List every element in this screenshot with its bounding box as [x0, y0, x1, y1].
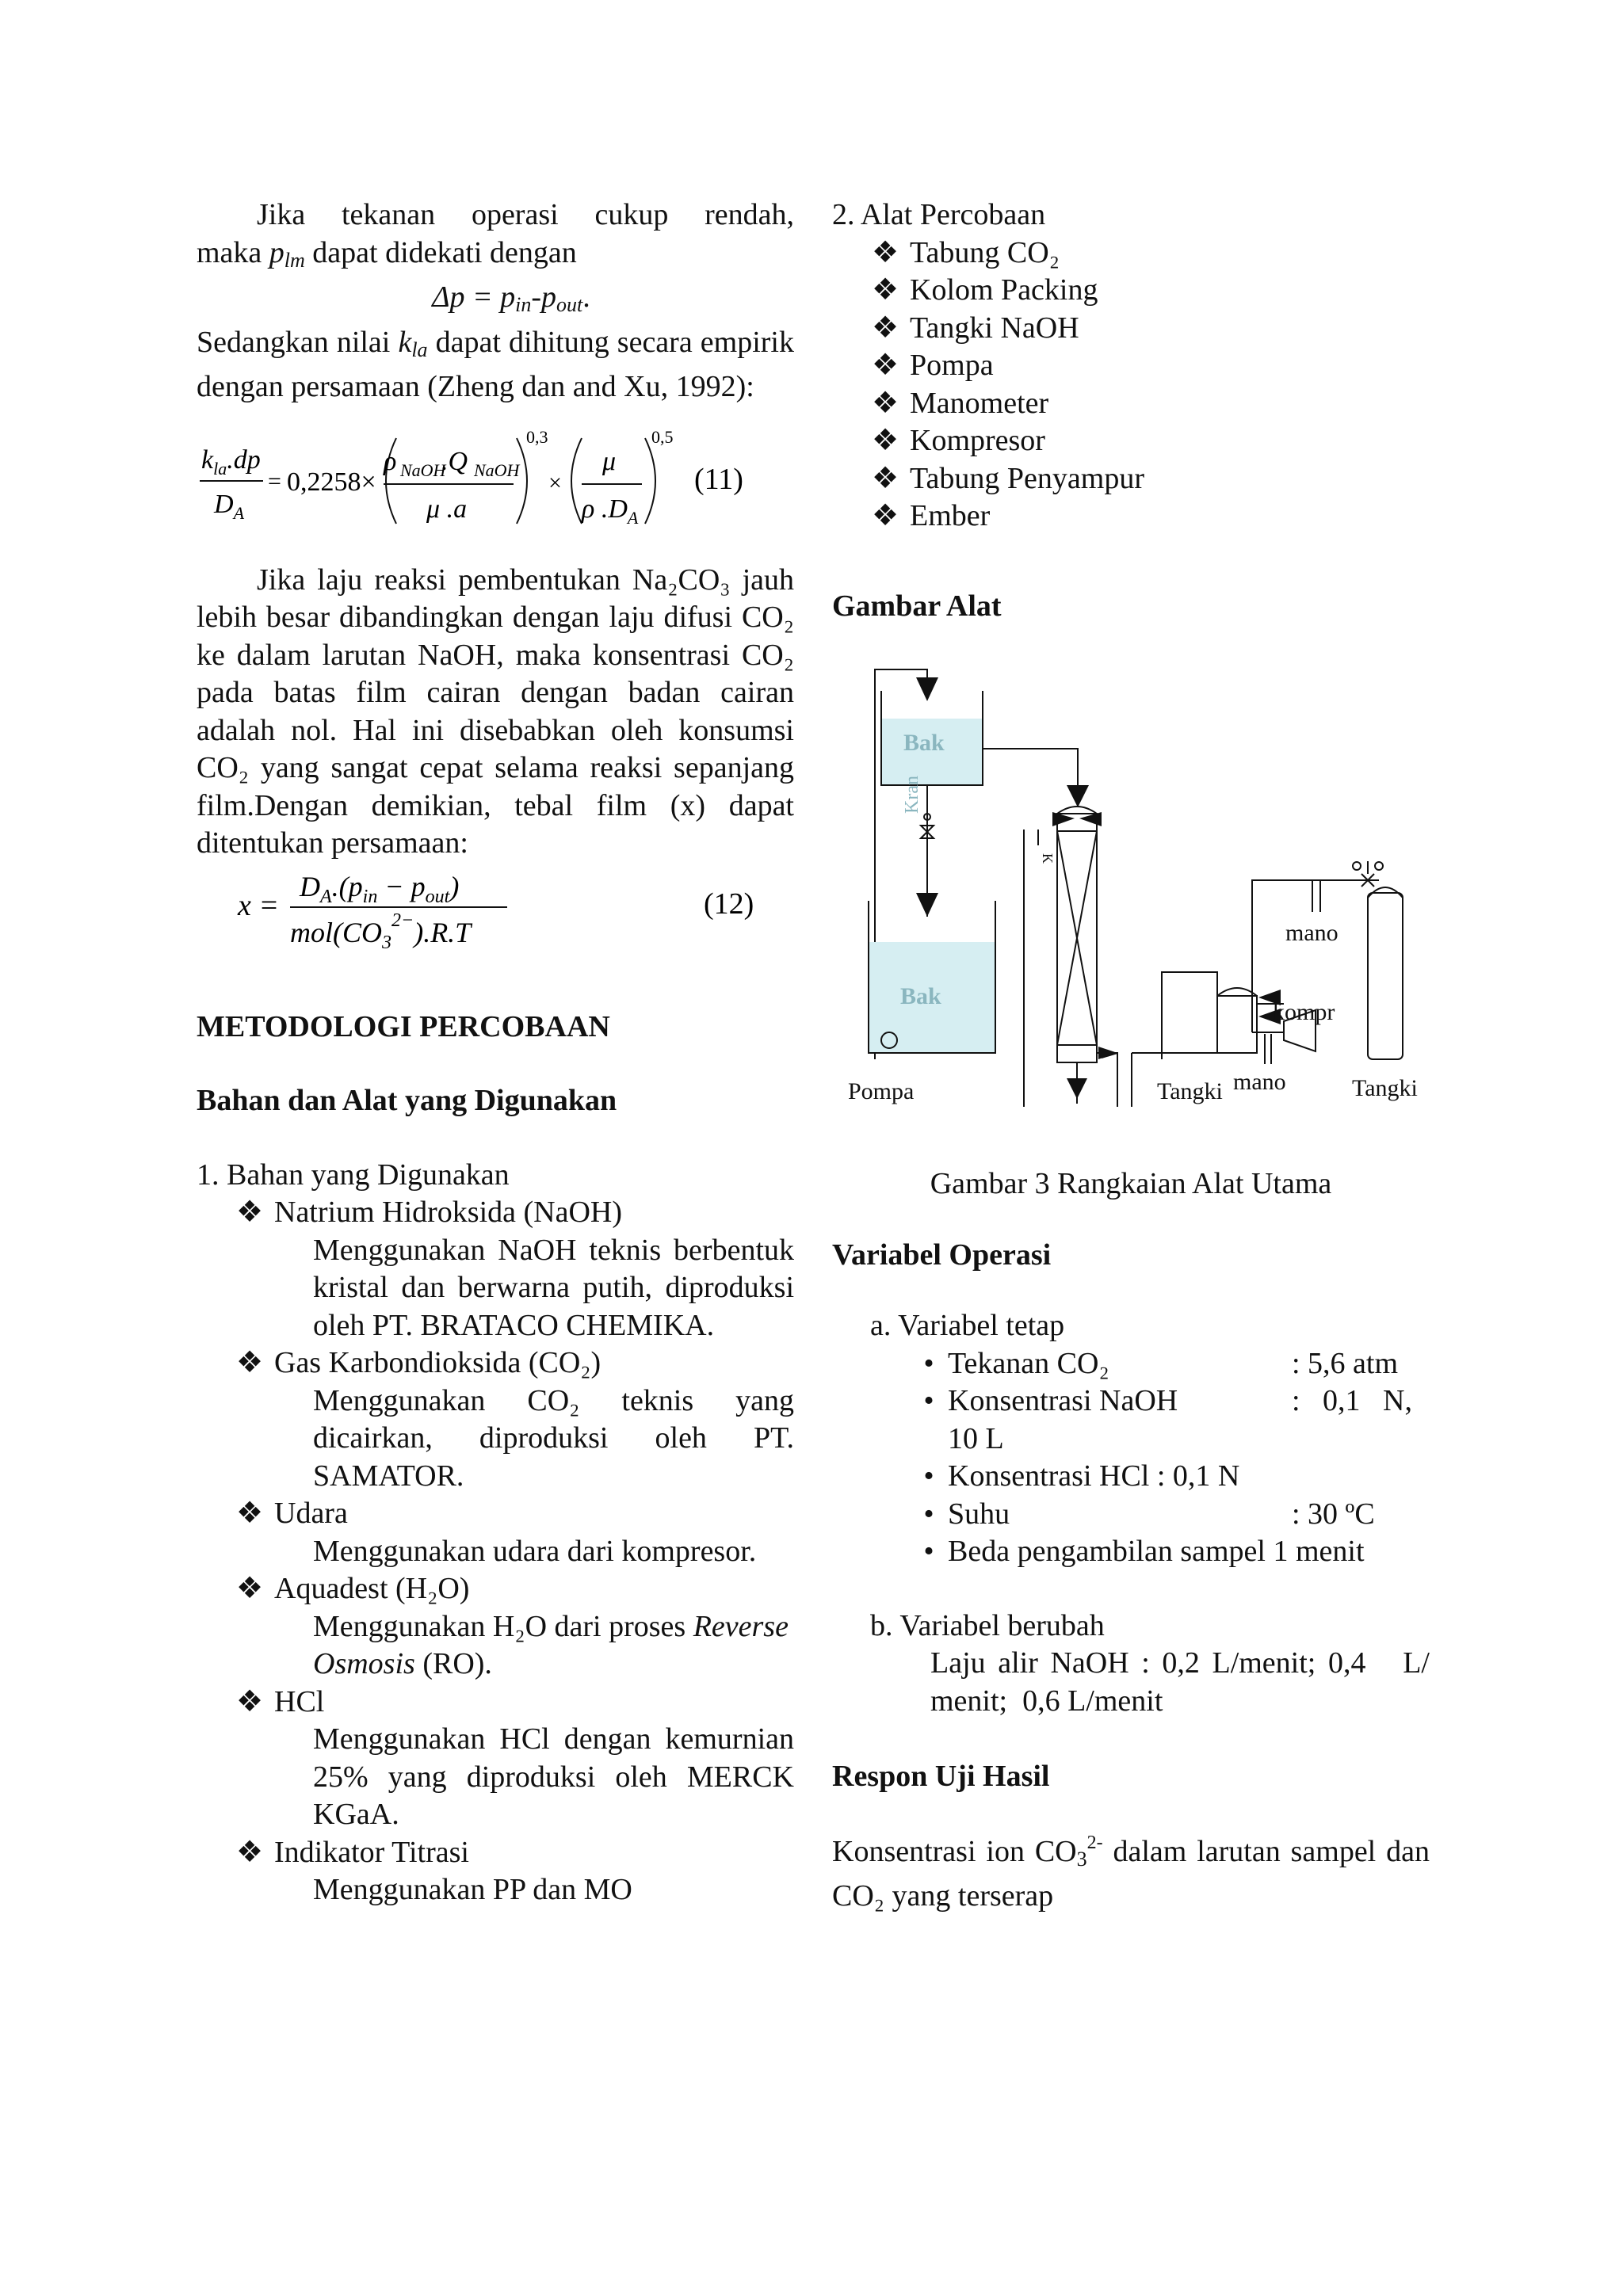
- arrow-left-icon: [1098, 1047, 1117, 1059]
- eq-text: Δp = p: [432, 280, 516, 314]
- eq11-t2-num: μ: [602, 446, 617, 476]
- arrow-down-icon: [916, 893, 938, 917]
- variabel-tetap-label: a. Variabel tetap: [870, 1309, 1065, 1342]
- item-label: Tabung Penyampur: [910, 461, 1145, 495]
- diamond-bullet-icon: ❖: [872, 349, 899, 382]
- item-title: Udara: [274, 1497, 348, 1530]
- eq-text: .: [582, 280, 590, 314]
- item-title: HCl: [274, 1684, 325, 1718]
- process-diagram: [832, 663, 1430, 1107]
- eq11-paren-close-2: [645, 438, 655, 524]
- list-item: [872, 460, 1430, 498]
- item-title: Gas Karbondioksida (CO₂): [274, 1346, 601, 1379]
- respon-text: [832, 1825, 1430, 1916]
- list-title: 1. Bahan yang Digunakan: [197, 1158, 510, 1192]
- eq-text: -p: [531, 280, 557, 314]
- eq11-t1-den: μ .a: [426, 494, 468, 524]
- alat-list: [872, 235, 1430, 536]
- material-list: [236, 1194, 794, 1909]
- arrow-down-icon: [1067, 785, 1089, 807]
- eq11-exp1: 0,3: [526, 426, 548, 447]
- diamond-bullet-icon: ❖: [236, 1835, 264, 1869]
- item-desc: Menggunakan CO₂ teknis yang dicairkan, diproduksi oleh PT. SAMATOR.: [313, 1383, 794, 1493]
- text: Sedangkan nilai: [197, 325, 399, 359]
- label-bak-top: Bak: [903, 730, 945, 756]
- paragraph-kla: [197, 324, 794, 406]
- label-kolom: K: [1040, 853, 1056, 864]
- eq11-exp2: 0,5: [651, 426, 674, 447]
- list-item: [872, 272, 1430, 310]
- item-label: Tekanan CO₂: [948, 1346, 1109, 1380]
- label-mano-1: mano: [1233, 1069, 1286, 1095]
- eq11-t2-den: ρ $.D_A$: [582, 494, 639, 528]
- gauge-icon: [1353, 862, 1361, 870]
- tangki-mix: [1217, 996, 1257, 1053]
- item-label: Kompresor: [910, 424, 1045, 457]
- variabel-berubah-text: Laju alir NaOH : 0,2 L/menit; 0,4 L/ menit; 0,6 L/menit: [930, 1646, 1438, 1718]
- label-pompa: Pompa: [848, 1078, 915, 1104]
- label-mano-2: mano: [1285, 920, 1338, 946]
- diamond-bullet-icon: ❖: [236, 1497, 264, 1530]
- var-k: k: [398, 325, 412, 359]
- sub: 3: [1076, 1847, 1087, 1871]
- item-value: : 0,1 N,: [1292, 1384, 1412, 1417]
- list-item: [872, 422, 1430, 460]
- manometer: [1312, 880, 1320, 912]
- list-item: [910, 1383, 1430, 1421]
- equation-12-svg: [197, 863, 794, 956]
- list-item: [910, 1533, 1430, 1571]
- item-desc: Menggunakan PP dan MO: [313, 1873, 632, 1906]
- eq11-sub: NaOH: [474, 460, 520, 480]
- eq12-num: $D_A.(p_{in} - p_{out})$: [300, 870, 460, 907]
- item-label: Beda pengambilan sampel 1 menit: [948, 1535, 1365, 1568]
- diamond-bullet-icon: ❖: [872, 311, 899, 345]
- equation-dp: [197, 279, 794, 324]
- item-title: Natrium Hidroksida (NaOH): [274, 1196, 623, 1229]
- list-item: [236, 1344, 794, 1383]
- pipe: [1097, 1053, 1132, 1107]
- text: Jika tekanan operasi cukup rendah,: [257, 198, 794, 231]
- text: dalam larutan sampel dan CO₂ yang terserap: [832, 1834, 1430, 1913]
- pipe: [983, 749, 1078, 790]
- item-label: Tabung CO₂: [910, 235, 1060, 269]
- list-item: [236, 1834, 794, 1872]
- eq11-sub: NaOH: [400, 460, 446, 480]
- eq11-coef: 0,2258×: [287, 467, 376, 497]
- arrow-down-icon: [916, 677, 938, 701]
- eq12-lhs: x =: [238, 888, 280, 922]
- eq11-paren-open-2: [571, 438, 582, 524]
- text: Menggunakan H₂O dari proses: [313, 1609, 693, 1643]
- item-label: Konsentrasi HCl : 0,1 N: [948, 1459, 1240, 1493]
- equation-11-svg: [197, 413, 794, 540]
- label-tangki-2: Tangki: [1352, 1075, 1418, 1101]
- text: dapat dihitung secara empirik dengan persamaan (Zheng dan and Xu, 1992):: [197, 325, 794, 403]
- bullet-icon: •: [923, 1384, 934, 1417]
- eq11-number: (11): [694, 462, 743, 496]
- item-desc: Menggunakan udara dari kompresor.: [313, 1534, 757, 1568]
- list-item: [236, 1684, 794, 1722]
- list-item: [872, 385, 1430, 423]
- diamond-bullet-icon: ❖: [872, 424, 899, 457]
- var-p: p: [269, 235, 285, 269]
- diamond-bullet-icon: ❖: [236, 1346, 264, 1379]
- list-item: [236, 1570, 794, 1608]
- item-desc: [313, 1608, 794, 1684]
- alat-title: 2. Alat Percobaan: [832, 198, 1046, 231]
- eq12-den: $mol(CO_3^{2-}).R.T$: [290, 910, 472, 953]
- eq12-number: (12): [704, 887, 754, 921]
- tangki-cap: [1217, 988, 1257, 996]
- item-label: Tangki NaOH: [910, 311, 1079, 345]
- item-value: : 5,6 atm: [1292, 1346, 1399, 1380]
- item-label: Kolom Packing: [910, 273, 1098, 307]
- list-item: [872, 235, 1430, 273]
- variabel-heading: Variabel Operasi: [832, 1238, 1052, 1272]
- arrow-down-icon: [1067, 1078, 1087, 1099]
- item-desc: Menggunakan HCl dengan kemurnian 25% yang diproduksi oleh MERCK KGaA.: [313, 1722, 794, 1831]
- subsection-heading: Bahan dan Alat yang Digunakan: [197, 1084, 617, 1117]
- list-item: [910, 1345, 1430, 1383]
- figure-caption: Gambar 3 Rangkaian Alat Utama: [930, 1167, 1332, 1200]
- gambar-heading: Gambar Alat: [832, 589, 1002, 623]
- list-item: [910, 1458, 1430, 1496]
- left-column: [197, 196, 794, 1909]
- diamond-bullet-icon: ❖: [872, 386, 899, 420]
- diamond-bullet-icon: ❖: [236, 1684, 264, 1718]
- item-label: Manometer: [910, 386, 1049, 420]
- bullet-icon: •: [923, 1459, 934, 1493]
- eq11-t1-q: .Q: [441, 446, 468, 476]
- sup: 2-: [1086, 1832, 1103, 1853]
- co2-cylinder: [1368, 893, 1403, 1059]
- eq-sub: in: [515, 293, 532, 316]
- packing-cross: [1057, 831, 1097, 1045]
- paragraph-pressure-cont: [197, 235, 794, 280]
- respon-heading: Respon Uji Hasil: [832, 1760, 1050, 1793]
- text: (RO).: [414, 1647, 492, 1680]
- sub-lm: lm: [284, 248, 305, 272]
- item-title: Indikator Titrasi: [274, 1835, 469, 1869]
- list-item: [872, 310, 1430, 348]
- diamond-bullet-icon: ❖: [236, 1196, 264, 1229]
- text-italic: Reverse Osmosis: [313, 1609, 789, 1680]
- equation-12: [197, 863, 794, 956]
- item-desc: Menggunakan NaOH teknis berbentuk kristal dan berwarna putih, diproduksi oleh PT. BRATACO CHEMIKA.: [313, 1233, 794, 1342]
- paragraph-film: Jika laju reaksi pembentukan Na₂CO₃ jauh lebih besar dibandingkan dengan laju difusi CO₂ ke dalam larutan NaOH, maka konsentrasi CO₂ pada batas film cairan dengan badan cairan adalah nol. Hal ini disebabkan oleh konsumsi CO₂ yang sangat cepat selama reaksi sepanjang film.Dengan demikian, tebal film (x) dapat ditentukan persamaan:: [197, 563, 794, 860]
- paragraph-pressure: [197, 196, 794, 235]
- label-kran: Kran: [902, 776, 922, 814]
- eq11-lhs-den: $D_A$: [214, 489, 245, 523]
- eq11-equals: =: [268, 467, 281, 494]
- diamond-bullet-icon: ❖: [872, 461, 899, 495]
- item-label: Konsentrasi NaOH: [948, 1384, 1178, 1417]
- label-kompr: kompr: [1273, 999, 1335, 1025]
- eq11-times: ×: [548, 469, 562, 496]
- list-item: [236, 1495, 794, 1533]
- list-item: [872, 347, 1430, 385]
- variabel-tetap-list: [910, 1345, 1430, 1571]
- item-value: : 30 ºC: [1292, 1497, 1375, 1531]
- eq11-paren-close-1: [517, 438, 527, 524]
- eq-sub: out: [556, 293, 583, 316]
- bullet-icon: •: [923, 1346, 934, 1380]
- bullet-icon: •: [923, 1535, 934, 1568]
- right-column: [832, 196, 1438, 1916]
- text: Konsentrasi ion CO: [832, 1834, 1077, 1868]
- section-heading: METODOLOGI PERCOBAAN: [197, 1009, 610, 1043]
- sub-la: la: [411, 338, 428, 361]
- diamond-bullet-icon: ❖: [872, 499, 899, 532]
- column-cap: [1057, 807, 1097, 814]
- item-title: Aquadest (H₂O): [274, 1572, 470, 1605]
- item-cont: 10 L: [948, 1421, 1004, 1455]
- item-label: Ember: [910, 499, 991, 532]
- list-item: [872, 498, 1430, 536]
- item-label: Suhu: [948, 1497, 1010, 1531]
- label-tangki-1: Tangki: [1157, 1078, 1223, 1104]
- bullet-icon: •: [923, 1497, 934, 1531]
- list-item: [236, 1194, 794, 1232]
- list-item: [910, 1496, 1430, 1534]
- eq11-t1-num: ρ: [384, 446, 397, 476]
- diamond-bullet-icon: ❖: [236, 1572, 264, 1605]
- pipe: [1162, 972, 1217, 1059]
- process-diagram-svg: [832, 663, 1434, 1107]
- label-bak-bottom: Bak: [900, 983, 941, 1009]
- variabel-berubah-label: b. Variabel berubah: [870, 1608, 1105, 1642]
- gauge-icon: [1375, 862, 1383, 870]
- item-label: Pompa: [910, 349, 994, 382]
- diamond-bullet-icon: ❖: [872, 273, 899, 307]
- equation-11: [197, 413, 794, 540]
- eq11-lhs-num: $k_{la}.dp$: [201, 444, 261, 479]
- diamond-bullet-icon: ❖: [872, 235, 899, 269]
- text: dapat didekati dengan: [304, 235, 577, 269]
- text: maka: [197, 235, 269, 269]
